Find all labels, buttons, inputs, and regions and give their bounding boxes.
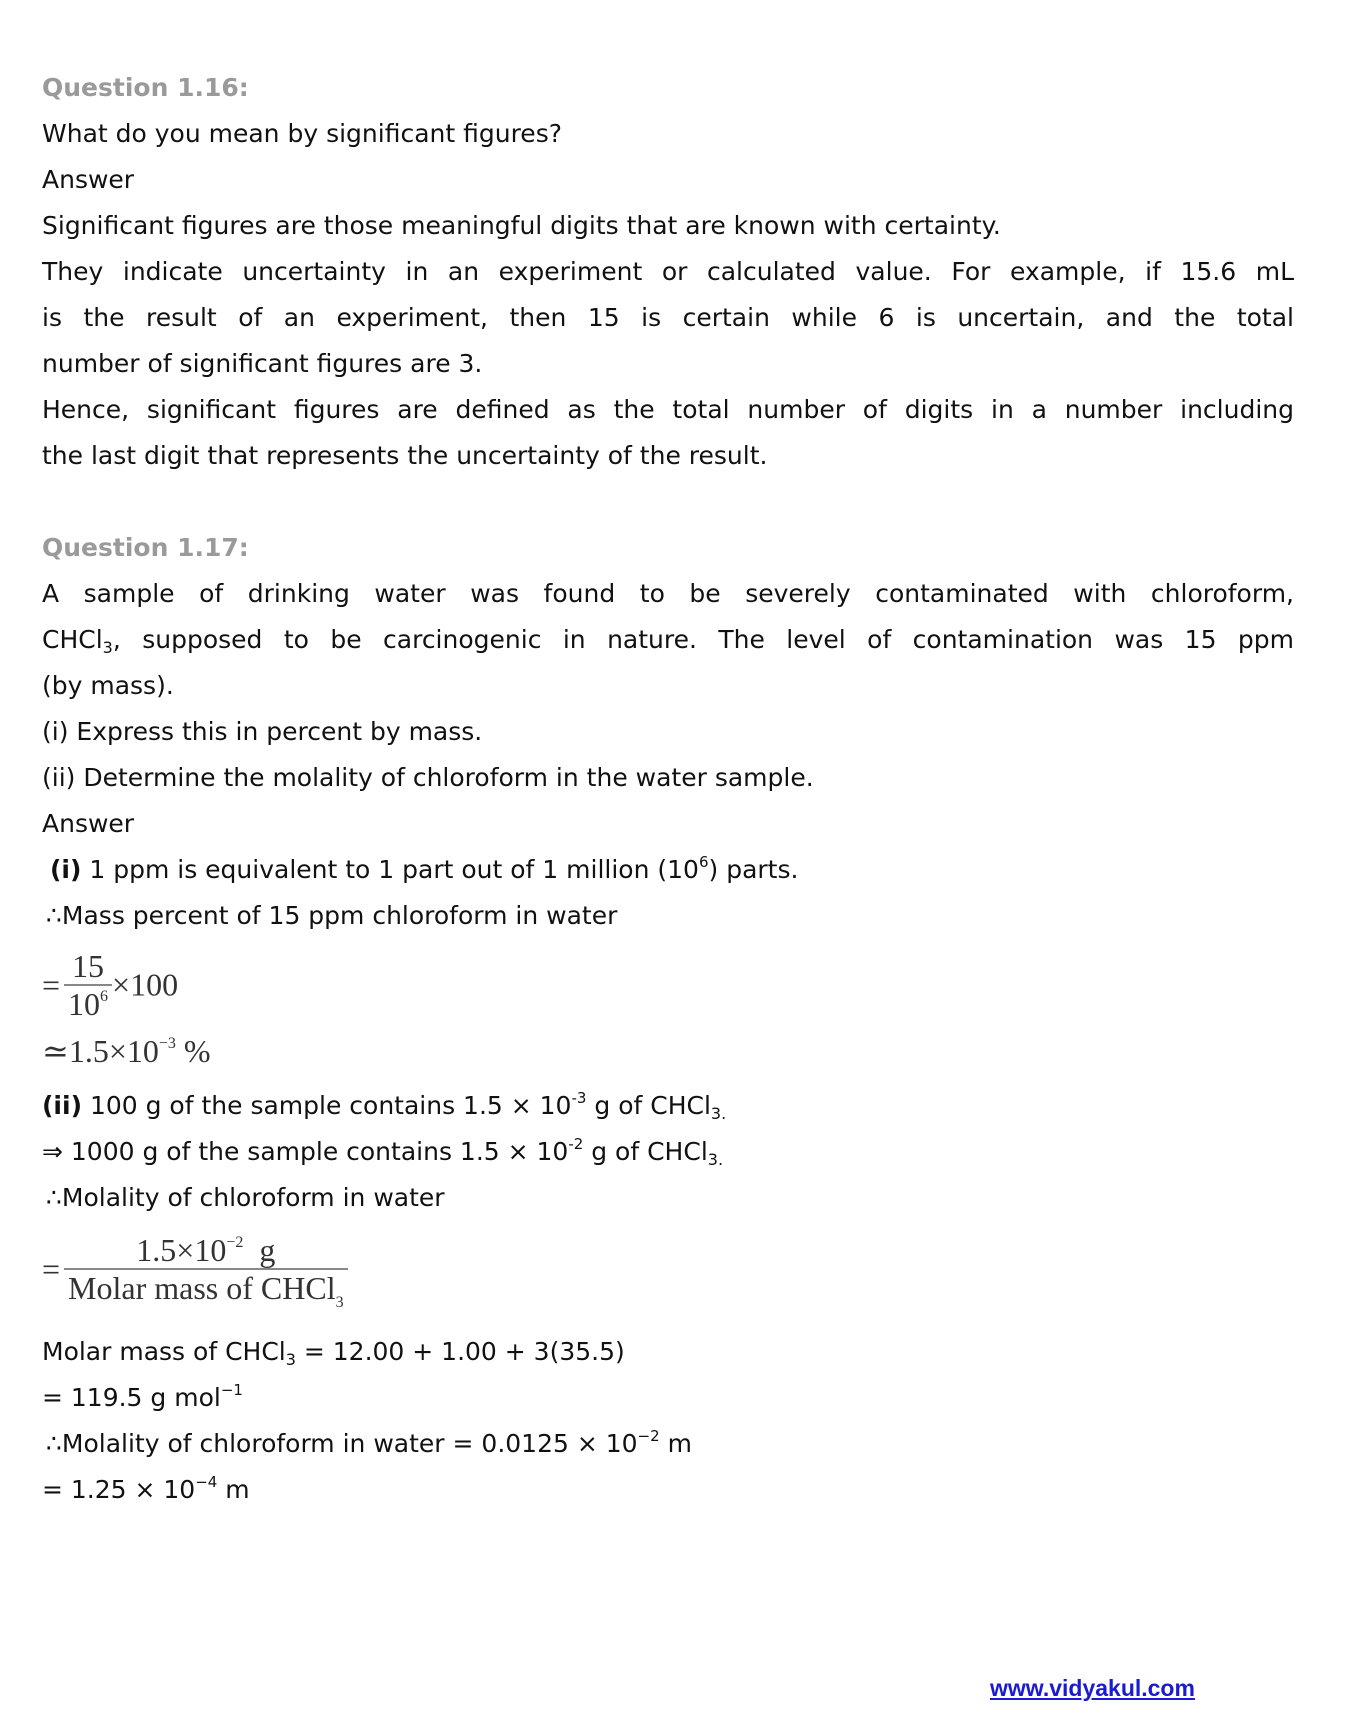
question-part: (ii) Determine the molality of chloroform in the water sample. bbox=[42, 763, 814, 792]
question-heading: Question 1.17: bbox=[42, 533, 249, 562]
question-text: A sample of drinking water was found to be severely contaminated with chloroform, bbox=[42, 579, 1294, 608]
answer-line bbox=[46, 1429, 692, 1459]
superscript: 6 bbox=[698, 853, 709, 871]
numerator-base: 1.5×10 bbox=[136, 1232, 227, 1268]
answer-text: Molality of chloroform in water bbox=[61, 1183, 445, 1212]
numerator bbox=[132, 1232, 279, 1268]
implies-icon: ⇒ bbox=[42, 1137, 63, 1166]
exponent: −2 bbox=[226, 1234, 244, 1251]
answer-text: ) parts. bbox=[708, 855, 799, 884]
answer-text: Molar mass of CHCl bbox=[42, 1337, 286, 1366]
fraction bbox=[64, 1232, 348, 1311]
question-text bbox=[42, 625, 1294, 655]
denominator bbox=[64, 1270, 348, 1311]
unit: % bbox=[175, 1033, 211, 1069]
exponent: 6 bbox=[100, 988, 109, 1005]
exponent: −3 bbox=[158, 1035, 176, 1052]
denominator-text: Molar mass of CHCl bbox=[68, 1270, 336, 1306]
multiplier: ×100 bbox=[112, 966, 179, 1003]
question-text-rest: , supposed to be carcinogenic in nature. The level of contamination was 15 ppm bbox=[112, 625, 1294, 654]
answer-text: Molality of chloroform in water = 0.0125 × 10 bbox=[61, 1429, 638, 1458]
equals-sign: = bbox=[42, 1250, 61, 1287]
answer-text: g of CHCl bbox=[583, 1137, 708, 1166]
superscript: -2 bbox=[568, 1135, 584, 1153]
chcl3-text: CHCl bbox=[42, 625, 103, 654]
answer-text: 1 ppm is equivalent to 1 part out of 1 million (10 bbox=[81, 855, 699, 884]
denominator bbox=[64, 986, 112, 1022]
denominator-base: 10 bbox=[68, 986, 101, 1022]
answer-text: Mass percent of 15 ppm chloroform in water bbox=[61, 901, 618, 930]
final-answer bbox=[42, 1475, 250, 1505]
question-part: (i) Express this in percent by mass. bbox=[42, 717, 483, 746]
fraction bbox=[64, 948, 112, 1022]
answer-line: the last digit that represents the uncertainty of the result. bbox=[42, 441, 768, 470]
answer-text: 1000 g of the sample contains 1.5 × 10 bbox=[62, 1137, 569, 1166]
formula-molality bbox=[42, 1232, 348, 1311]
formula-result bbox=[42, 1032, 211, 1070]
part-label: (ii) bbox=[42, 1091, 82, 1120]
equals-sign: = bbox=[42, 966, 61, 1003]
question-text: (by mass). bbox=[42, 671, 174, 700]
subscript: 3. bbox=[710, 1104, 727, 1123]
answer-text: m bbox=[659, 1429, 692, 1458]
answer-text: = 12.00 + 1.00 + 3(35.5) bbox=[295, 1337, 625, 1366]
subscript: 3 bbox=[102, 638, 113, 657]
answer-line bbox=[42, 1383, 243, 1413]
answer-label: Answer bbox=[42, 165, 135, 194]
superscript: −1 bbox=[220, 1381, 243, 1399]
superscript: -3 bbox=[571, 1089, 587, 1107]
approx-sign: ≃ bbox=[42, 1033, 69, 1069]
answer-text: = 119.5 g mol bbox=[42, 1383, 221, 1412]
superscript: −2 bbox=[637, 1427, 660, 1445]
subscript: 3 bbox=[285, 1350, 296, 1369]
question-heading: Question 1.16: bbox=[42, 73, 249, 102]
answer-text: g of CHCl bbox=[586, 1091, 711, 1120]
therefore-icon: ∴ bbox=[46, 1183, 62, 1212]
formula-mass-percent bbox=[42, 948, 178, 1022]
subscript: 3 bbox=[335, 1294, 344, 1311]
answer-text: = 1.25 × 10 bbox=[42, 1475, 196, 1504]
answer-text: m bbox=[217, 1475, 250, 1504]
answer-part-ii bbox=[42, 1091, 726, 1121]
therefore-icon: ∴ bbox=[46, 901, 62, 930]
value: 1.5×10 bbox=[68, 1033, 159, 1069]
answer-line bbox=[42, 1337, 625, 1367]
answer-label: Answer bbox=[42, 809, 135, 838]
question-text: What do you mean by significant figures? bbox=[42, 119, 562, 148]
answer-line: They indicate uncertainty in an experiment or calculated value. For example, if 15.6 mL bbox=[42, 257, 1294, 286]
answer-line: Hence, significant figures are defined as the total number of digits in a number including bbox=[42, 395, 1294, 424]
answer-line bbox=[42, 1137, 723, 1167]
answer-line: Significant figures are those meaningful digits that are known with certainty. bbox=[42, 211, 1001, 240]
part-label: (i) bbox=[50, 855, 82, 884]
subscript: 3. bbox=[707, 1150, 724, 1169]
answer-text: 100 g of the sample contains 1.5 × 10 bbox=[82, 1091, 572, 1120]
answer-part-i bbox=[50, 855, 798, 885]
vidyakul-link[interactable]: www.vidyakul.com bbox=[990, 1675, 1195, 1701]
unit: g bbox=[243, 1232, 276, 1268]
numerator: 15 bbox=[72, 948, 105, 984]
answer-line bbox=[46, 1183, 445, 1213]
answer-line bbox=[46, 901, 617, 931]
therefore-icon: ∴ bbox=[46, 1429, 62, 1458]
superscript: −4 bbox=[195, 1473, 218, 1491]
answer-line: number of significant figures are 3. bbox=[42, 349, 483, 378]
answer-line: is the result of an experiment, then 15 is certain while 6 is uncertain, and the total bbox=[42, 303, 1294, 332]
